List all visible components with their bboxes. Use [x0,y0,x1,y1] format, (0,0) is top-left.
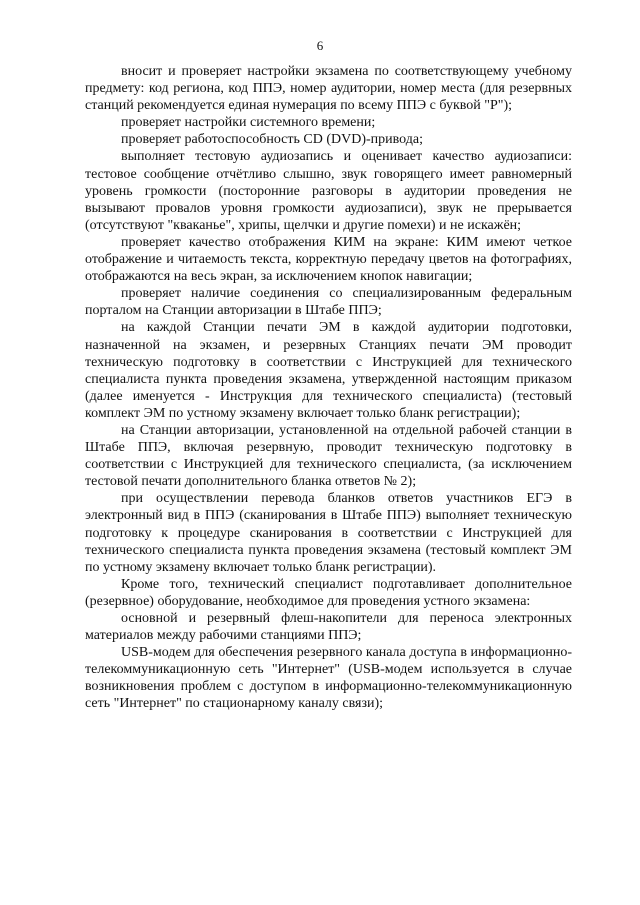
page-number: 6 [316,38,324,53]
paragraph-portal-connection: проверяет наличие соединения со специализированным федеральным порталом на Станции авторизации в Штабе ППЭ; [85,286,572,319]
paragraph-scanning: при осуществлении перевода бланков ответов участников ЕГЭ в электронный вид в ППЭ (сканирования в Штабе ППЭ) выполняет техническую подготовку к процедуре сканирования в соответствии с Инструкцией для технического специалиста пункта проведения экзамена (тестовый комплект ЭМ по устному экзамену включает только бланк регистрации). [85,491,572,575]
document-body [85,63,572,713]
paragraph-exam-settings: вносит и проверяет настройки экзамена по соответствующему учебному предмету: код региона, код ППЭ, номер аудитории, номер места (для резервных станций рекомендуется единая нумерация по всему ППЭ с буквой "Р"); [85,64,572,114]
paragraph-print-stations: на каждой Станции печати ЭМ в каждой аудитории подготовки, назначенной на экзамен, и резервных Станциях печати ЭМ проводит техническую подготовку в соответствии с Инструкцией для технического специалиста пункта проведения экзамена, утвержденной настоящим приказом (далее именуется - Инструкция для технического специалиста) (тестовый комплект ЭМ по устному экзамену включает только бланк регистрации); [85,320,572,421]
paragraph-system-time: проверяет настройки системного времени; [121,115,376,131]
paragraph-cd-drive: проверяет работоспособность CD (DVD)-привода; [121,132,423,148]
paragraph-flash-drives: основной и резервный флеш-накопители для переноса электронных материалов между рабочими станциями ППЭ; [85,611,572,644]
paragraph-auth-station: на Станции авторизации, установленной на отдельной рабочей станции в Штабе ППЭ, включая резервную, проводит техническую подготовку в соответствии с Инструкцией для технического специалиста, (за исключением тестовой печати дополнительного бланка ответов № 2); [85,422,572,490]
paragraph-kim-display: проверяет качество отображения КИМ на экране: КИМ имеют четкое отображение и читаемость текста, корректную передачу цветов на фотографиях, отображаются на весь экран, за исключением кнопок навигации; [85,234,572,285]
paragraph-usb-modem: USB-модем для обеспечения резервного канала доступа в информационно-телекоммуникационную сеть "Интернет" (USB-модем используется в случае возникновения проблем с доступом в информационно-телекоммуникационную сеть "Интернет" по стационарному каналу связи); [85,645,572,712]
paragraph-audio-test: выполняет тестовую аудиозапись и оценивает качество аудиозаписи: тестовое сообщение отчётливо слышно, звук говорящего имеет равномерный уровень громкости (посторонние разговоры в аудитории проведения не вызывают провалов уровня громкости аудиозаписи), звук не прерывается (отсутствуют "кваканье", хрипы, щелчки и другие помехи) и не искажён; [85,149,572,233]
paragraph-extra-equipment: Кроме того, технический специалист подготавливает дополнительное (резервное) оборудование, необходимое для проведения устного экзамена: [85,576,572,609]
